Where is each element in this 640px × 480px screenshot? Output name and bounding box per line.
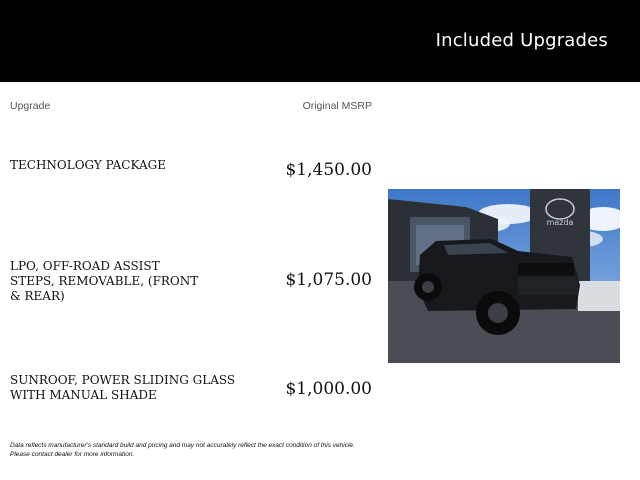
- upgrade-name-sunroof: SUNROOF, POWER SLIDING GLASS WITH MANUAL SHADE: [10, 373, 236, 402]
- msrp-column-header: Original MSRP: [302, 100, 372, 112]
- page-title: Included Upgrades: [435, 30, 608, 51]
- upgrade-price-sunroof: $1,000.00: [285, 379, 372, 399]
- upgrade-column-header: Upgrade: [10, 100, 51, 112]
- vehicle-photo: [388, 189, 620, 363]
- upgrade-name-assist-steps: LPO, OFF-ROAD ASSIST STEPS, REMOVABLE, (FRONT & REAR): [10, 259, 199, 303]
- disclaimer-line-2: Please contact dealer for more information.: [10, 450, 135, 458]
- mazda-sign: mazda: [546, 218, 574, 227]
- upgrade-price-technology: $1,450.00: [285, 160, 372, 180]
- upgrade-price-assist-steps: $1,075.00: [285, 270, 372, 290]
- disclaimer-line-1: Data reflects manufacturer's standard build and pricing and may not accurately reflect the exact condition of this vehicle.: [10, 442, 355, 449]
- header-bar: [0, 0, 640, 82]
- upgrade-name-technology: TECHNOLOGY PACKAGE: [10, 158, 166, 172]
- disclaimer: [10, 442, 390, 459]
